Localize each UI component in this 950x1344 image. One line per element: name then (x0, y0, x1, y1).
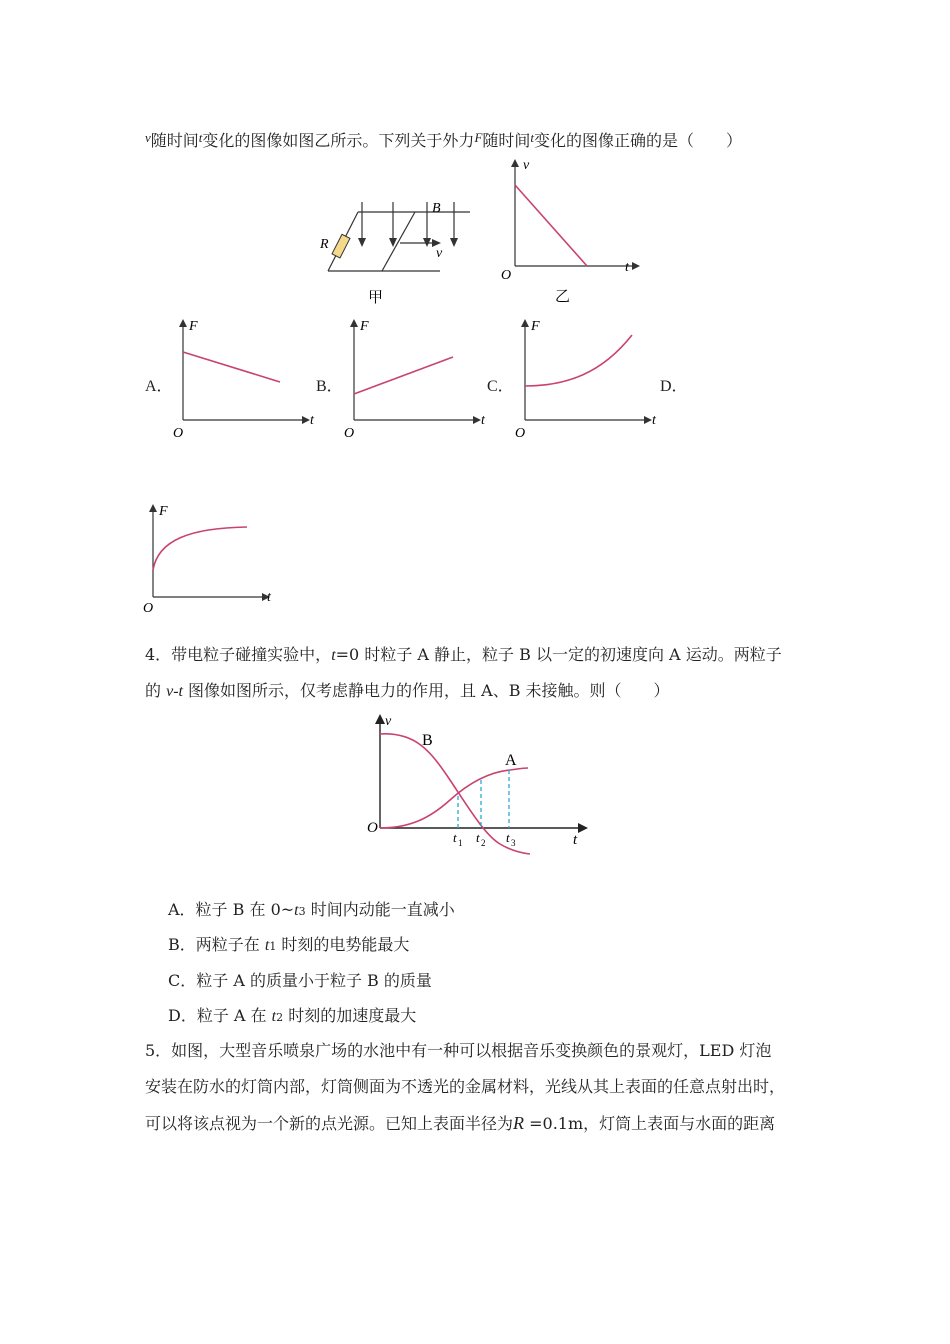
var-F: F (474, 130, 483, 145)
option-text: 时刻的加速度最大 (283, 1006, 417, 1025)
q3-stem (145, 128, 742, 151)
var-v: v (145, 130, 151, 145)
stem-text: 4．带电粒子碰撞实验中， (145, 645, 332, 664)
var-t: t (264, 937, 270, 954)
var-t: t (331, 647, 336, 664)
q4-option-D[interactable] (168, 1006, 416, 1028)
q4-stem-line2 (145, 681, 670, 702)
label-R: R (320, 237, 329, 252)
var-t: t (294, 902, 299, 919)
option-text: 时刻的电势能最大 (276, 935, 410, 954)
origin: O (173, 426, 184, 441)
stem-text: 的 (145, 681, 167, 700)
var-t: t (198, 130, 203, 145)
option-D-graph (140, 500, 290, 620)
q4-option-A[interactable] (168, 900, 455, 922)
var-t: t (530, 130, 535, 145)
option-text: C．粒子 A 的质量小于粒子 B 的质量 (168, 971, 432, 990)
axis-F: F (360, 319, 369, 334)
tick-t2-sub: 2 (481, 838, 486, 848)
stem-text: 随时间 (482, 131, 531, 150)
caption-jia: 甲 (368, 290, 384, 306)
stem-text: 变化的图像正确的是（ ） (534, 131, 743, 150)
option-C-label[interactable]: C． (487, 378, 514, 395)
origin: O (367, 820, 378, 836)
option-text: D．粒子 A 在 (168, 1006, 272, 1025)
caption-yi: 乙 (555, 289, 571, 305)
q4-option-B[interactable] (168, 935, 409, 957)
tick-t1: t (453, 830, 457, 845)
option-C-graph (512, 315, 662, 445)
stem-text: 可以将该点视为一个新的点光源。已知上表面半径为 (145, 1114, 514, 1133)
origin: O (143, 601, 154, 616)
origin: O (501, 268, 512, 283)
option-B-graph (341, 315, 491, 445)
tick-t2: t (476, 830, 480, 845)
subscript: 3 (298, 905, 306, 918)
origin: O (344, 426, 355, 441)
axis-t: t (310, 413, 314, 428)
axis-v: v (523, 158, 530, 173)
subscript: 1 (269, 940, 277, 953)
stem-text: =0 时粒子 A 静止，粒子 B 以一定的初速度向 A 运动。两粒子 (335, 645, 782, 664)
q4-stem-line1 (145, 645, 782, 666)
option-B-label[interactable]: B． (316, 378, 343, 395)
option-text: B．两粒子在 (168, 935, 265, 954)
axis-F: F (531, 319, 540, 334)
label-B: B (432, 201, 441, 216)
curve-A (380, 768, 528, 828)
subscript: 2 (276, 1011, 284, 1024)
option-A-label[interactable]: A． (145, 378, 173, 395)
q4-vt-figure (360, 710, 600, 860)
resistor (332, 234, 350, 258)
option-text: 时间内动能一直减小 (305, 900, 455, 919)
var-vt: v-t (166, 683, 183, 700)
axis-F: F (189, 319, 198, 334)
axis-t: t (267, 590, 271, 605)
axis-v: v (385, 714, 392, 729)
axis-t: t (573, 832, 578, 848)
figure-jia (310, 190, 490, 310)
q4-option-C[interactable] (168, 971, 432, 991)
stem-text: 随时间 (150, 131, 199, 150)
stem-text: =0.1m，灯筒上表面与水面的距离 (524, 1114, 776, 1133)
stem-text: 图像如图所示，仅考虑静电力的作用，且 A、B 未接触。则（ ） (182, 681, 670, 700)
q5-line1: 5．如图，大型音乐喷泉广场的水池中有一种可以根据音乐变换颜色的景观灯，LED 灯泡 (145, 1041, 772, 1060)
axis-t: t (652, 413, 656, 428)
var-R: R (513, 1113, 525, 1133)
origin: O (515, 426, 526, 441)
option-text: A．粒子 B 在 0~ (168, 900, 295, 919)
label-v: v (436, 246, 443, 261)
stem-text: 变化的图像如图乙所示。下列关于外力 (202, 131, 475, 150)
axis-t: t (625, 260, 629, 275)
q5-line2: 安装在防水的灯筒内部，灯筒侧面为不透光的金属材料，光线从其上表面的任意点射出时， (145, 1077, 786, 1096)
tick-t3-sub: 3 (511, 838, 516, 848)
var-t: t (271, 1008, 277, 1025)
label-B: B (422, 732, 433, 749)
axis-F: F (159, 504, 168, 519)
axis-t: t (481, 413, 485, 428)
q5-line3 (145, 1113, 775, 1134)
figure-yi (495, 155, 645, 310)
tick-t1-sub: 1 (458, 838, 463, 848)
option-A-graph (170, 315, 320, 445)
tick-t3: t (506, 830, 510, 845)
option-D-label[interactable]: D． (660, 378, 688, 395)
label-A: A (505, 752, 517, 769)
